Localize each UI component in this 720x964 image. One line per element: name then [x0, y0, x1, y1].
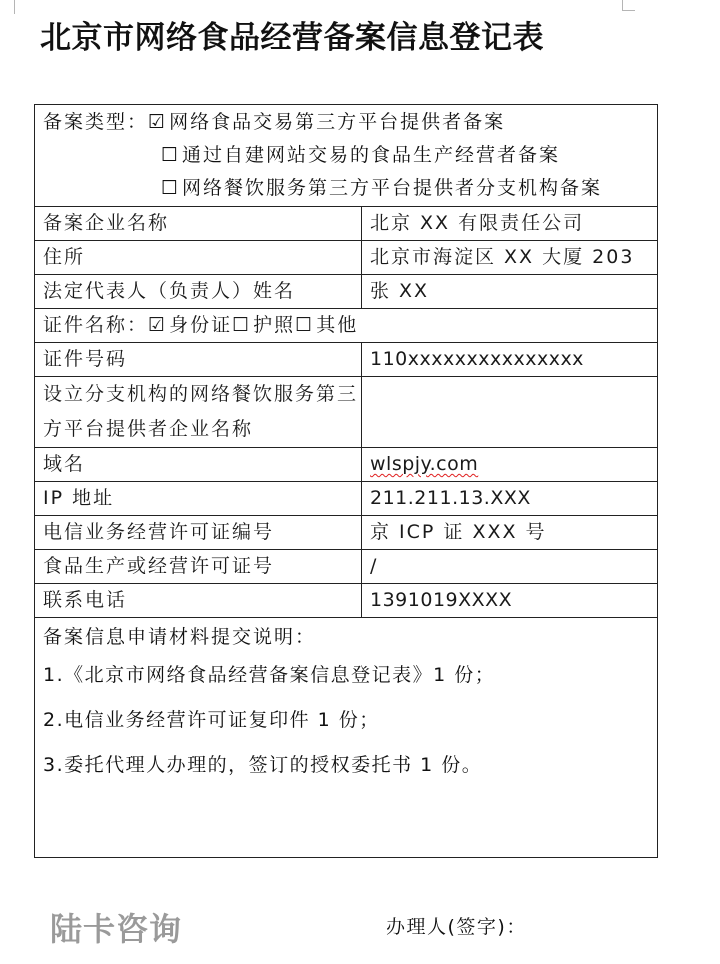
checkbox-empty-icon[interactable]: ☐: [295, 314, 315, 336]
ip-value[interactable]: 211.211.13.XXX: [370, 487, 531, 509]
id-type-label: 证件名称：: [43, 314, 149, 336]
filing-type-option-line-1: [35, 106, 657, 139]
domain-label: 域名: [35, 448, 362, 481]
registration-form-table: [34, 104, 658, 858]
id-type-option-label: 身份证: [169, 314, 233, 336]
domain-row: [35, 448, 657, 482]
branch-platform-value[interactable]: [362, 377, 657, 447]
ip-row: [35, 482, 657, 516]
id-type-option-label: 护照: [253, 314, 296, 336]
filing-type-row: [35, 105, 657, 207]
filing-type-option-line-3: [35, 172, 657, 205]
address-value[interactable]: 北京市海淀区 XX 大厦 203: [370, 246, 635, 268]
notes-item: 3.委托代理人办理的，签订的授权委托书 1 份。: [43, 754, 483, 776]
food-license-value[interactable]: /: [370, 555, 379, 577]
id-type-option-label: 其他: [316, 314, 359, 336]
company-name-row: [35, 207, 657, 241]
checkbox-checked-icon[interactable]: ☑: [148, 314, 168, 336]
crop-mark-right: [622, 0, 635, 11]
food-license-row: [35, 550, 657, 584]
notes-item: 1.《北京市网络食品经营备案信息登记表》1 份；: [43, 664, 496, 686]
branch-platform-label: 设立分支机构的网络餐饮服务第三方平台提供者企业名称: [35, 377, 362, 447]
id-number-label: 证件号码: [35, 343, 362, 376]
id-number-value[interactable]: 110xxxxxxxxxxxxxxx: [370, 348, 584, 370]
telecom-license-value[interactable]: 京 ICP 证 XXX 号: [370, 521, 547, 543]
filing-type-option-label: 网络食品交易第三方平台提供者备案: [169, 111, 506, 133]
legal-rep-label: 法定代表人（负责人）姓名: [35, 275, 362, 308]
address-row: [35, 241, 657, 275]
domain-value[interactable]: [362, 448, 657, 481]
signature-label: 办理人(签字)：: [386, 916, 527, 938]
filing-type-label: 备案类型：: [43, 111, 149, 133]
notes-heading: 备案信息申请材料提交说明：: [43, 626, 317, 648]
filing-type-option-line-2: [35, 139, 657, 172]
crop-mark-left: [0, 0, 15, 14]
telecom-license-label: 电信业务经营许可证编号: [35, 516, 362, 549]
company-name-label: 备案企业名称: [35, 207, 362, 240]
filing-type-option-label: 通过自建网站交易的食品生产经营者备案: [182, 144, 561, 166]
id-type-cell: [35, 309, 358, 342]
phone-value[interactable]: 1391019XXXX: [370, 589, 513, 611]
phone-row: [35, 584, 657, 618]
filing-type-option-label: 网络餐饮服务第三方平台提供者分支机构备案: [182, 177, 603, 199]
food-license-label: 食品生产或经营许可证号: [35, 550, 362, 583]
address-label: 住所: [35, 241, 362, 274]
document-title: 北京市网络食品经营备案信息登记表: [40, 20, 544, 56]
legal-rep-value[interactable]: 张 XX: [370, 280, 430, 302]
company-name-value[interactable]: 北京 XX 有限责任公司: [370, 212, 585, 234]
ip-label: IP 地址: [35, 482, 362, 515]
submission-notes: [35, 618, 657, 788]
checkbox-empty-icon[interactable]: ☐: [232, 314, 252, 336]
notes-item: 2.电信业务经营许可证复印件 1 份；: [43, 709, 380, 731]
phone-label: 联系电话: [35, 584, 362, 617]
domain-text: wlspjy.com: [370, 453, 479, 475]
branch-platform-row: [35, 377, 657, 448]
checkbox-empty-icon[interactable]: ☐: [161, 144, 181, 166]
legal-rep-row: [35, 275, 657, 309]
telecom-license-row: [35, 516, 657, 550]
checkbox-checked-icon[interactable]: ☑: [148, 111, 168, 133]
id-type-row: [35, 309, 657, 343]
id-number-row: [35, 343, 657, 377]
checkbox-empty-icon[interactable]: ☐: [161, 177, 181, 199]
brand-watermark: 陆卡咨询: [50, 910, 183, 948]
